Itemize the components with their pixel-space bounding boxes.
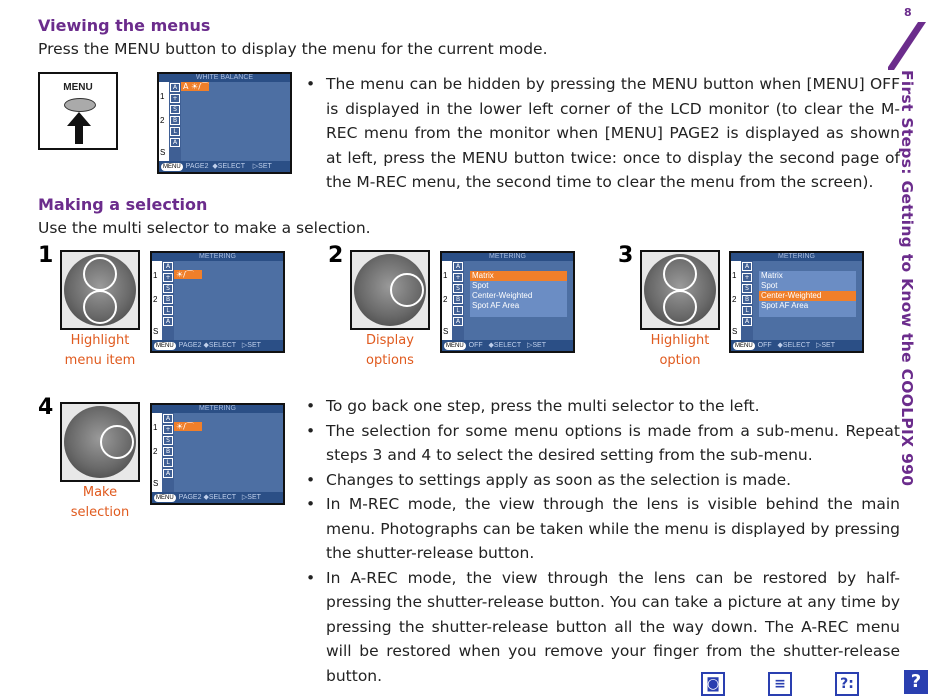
sidebar-slash [888, 22, 928, 72]
help-icon[interactable]: ? [904, 670, 928, 694]
step-1-number: 1 [38, 243, 54, 268]
lcd-step-3: METERING 1 2 S A + S B L A Matrix Spot Center-Weighted Spot AF Area MENU OFF ◆SELECT ▷SET [729, 251, 864, 353]
sidebar-title: First Steps: Getting to Know the COOLPIX 990 [898, 70, 916, 487]
page-number: 8 [904, 6, 912, 19]
step-4-caption: Make selection [70, 485, 130, 520]
viewing-menus-bullets [306, 72, 900, 195]
lcd-highlight: A ☀/⌒ [183, 82, 209, 91]
intro-making-selection: Use the multi selector to make a selection. [38, 219, 371, 237]
step-1-caption: Highlight menu item [64, 333, 136, 368]
multi-selector-step-1 [60, 250, 140, 330]
step-4-number: 4 [38, 395, 54, 420]
lcd-step-2: METERING 1 2 S A + S B L A Matrix Spot Center-Weighted Spot AF Area MENU OFF ◆SELECT ▷SET [440, 251, 575, 353]
menu-button-shape [64, 98, 96, 112]
press-arrow-icon [67, 112, 91, 144]
highlight-ring-up [83, 257, 117, 291]
multi-selector-step-3 [640, 250, 720, 330]
bullet-m-rec: • In M-REC mode, the view through the lens is visible behind the main menu. Photographs can be taken while the menu is displayed by pressing the shutter-release button. [306, 492, 900, 566]
bullet-hide-menu: • The menu can be hidden by pressing the MENU button when [MENU] OFF is displayed in the lower left corner of the LCD monitor (to clear the M-REC menu from the monitor when [MENU] PAGE2 is displayed as shown at left, press the MENU button twice: once to display the second page of the M-REC menu, the second time to clear the menu from the screen). [306, 72, 900, 195]
multi-selector-step-4 [60, 402, 140, 482]
menu-button-illustration [38, 72, 118, 150]
lens-icon: L [170, 127, 180, 136]
lcd-highlight-step-1: ☀/⌒ [174, 270, 202, 279]
af-icon: A [170, 138, 180, 147]
selection-bullets [306, 394, 900, 688]
step-3-number: 3 [618, 243, 634, 268]
index-icon[interactable]: ?: [835, 672, 859, 696]
contents-icon[interactable]: ≡ [768, 672, 792, 696]
bullet-a-rec: • In A-REC mode, the view through the lens can be restored by half-pressing the shutter-release button. You can take a picture at any time by pressing the shutter-release button all the way down. The A-REC menu will be restored when you remove your finger from the shutter-release button. [306, 566, 900, 689]
lcd-title: WHITE BALANCE [159, 74, 290, 82]
highlight-ring-down [83, 290, 117, 324]
wb-icon: A [170, 83, 180, 92]
multi-selector-step-2 [350, 250, 430, 330]
lcd-tab-1: 1 [160, 92, 165, 101]
lcd-icon-column [169, 82, 181, 161]
lcd-bottom-bar: MENU PAGE2 ◆SELECT ▷SET [159, 161, 290, 172]
step-3-caption: Highlight option [650, 333, 710, 368]
bullet-go-back: • To go back one step, press the multi selector to the left. [306, 394, 900, 419]
lcd-tab-s: S [160, 148, 166, 157]
step-2-number: 2 [328, 243, 344, 268]
metering-submenu-step-2: Matrix Spot Center-Weighted Spot AF Area [470, 271, 567, 317]
exposure-icon: + [170, 94, 180, 103]
lcd-step-1: METERING 1 2 S A + S B L A ☀/⌒ MENU PAGE2 ◆SELECT ▷SET [150, 251, 285, 353]
bullet-sub-menu: • The selection for some menu options is made from a sub-menu. Repeat steps 3 and 4 to select the desired setting from the sub-menu. [306, 419, 900, 468]
lcd-tab-2: 2 [160, 116, 165, 125]
bullet-settings-apply: • Changes to settings apply as soon as the selection is made. [306, 468, 900, 493]
highlight-ring-right [390, 273, 424, 307]
camera-icon[interactable]: ◙ [701, 672, 725, 696]
menu-button-label: MENU [63, 82, 93, 93]
continuous-icon: S [170, 105, 180, 114]
lcd-white-balance [157, 72, 292, 174]
heading-making-selection: Making a selection [38, 195, 208, 214]
metering-submenu-step-3: Matrix Spot Center-Weighted Spot AF Area [759, 271, 856, 317]
step-2-caption: Display options [366, 333, 414, 368]
intro-viewing-menus: Press the MENU button to display the menu for the current mode. [38, 40, 548, 58]
bss-icon: B [170, 116, 180, 125]
heading-viewing-menus: Viewing the menus [38, 16, 211, 35]
lcd-step-4: METERING 1 2 S A + S B L A ☀/⌒ MENU PAGE2 ◆SELECT ▷SET [150, 403, 285, 505]
